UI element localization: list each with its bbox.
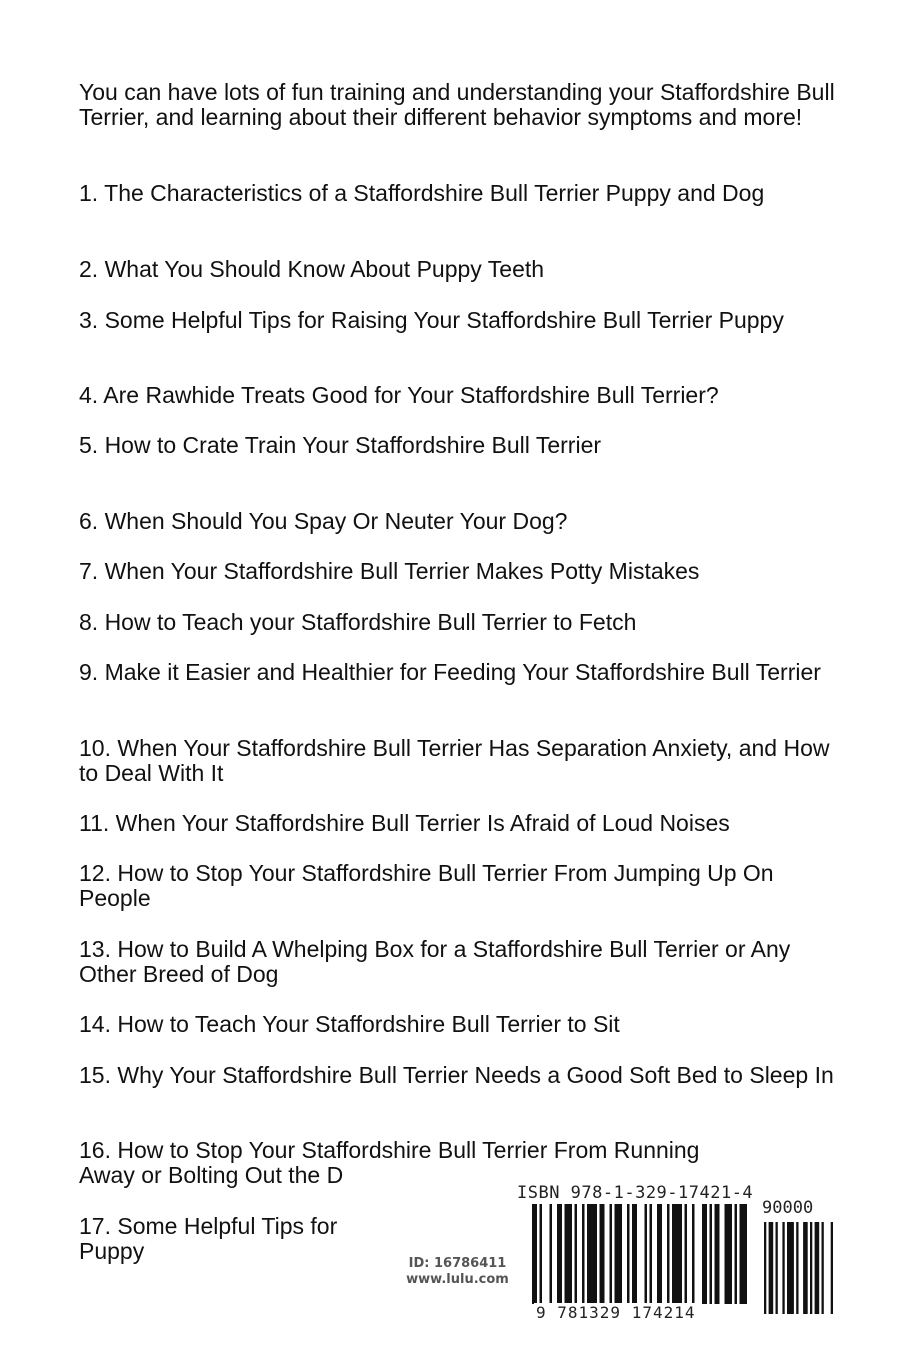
- toc-item-10: 10. When Your Staffordshire Bull Terrier Has Separation Anxiety, and How to Deal With It: [79, 735, 830, 786]
- isbn-text: ISBN 978-1-329-17421-4: [517, 1183, 754, 1203]
- barcode-bar: [615, 1204, 623, 1304]
- barcode-bar: [632, 1204, 637, 1304]
- toc-item-11: 11. When Your Staffordshire Bull Terrier Is Afraid of Loud Noises: [79, 810, 730, 836]
- addon-bar: [787, 1222, 794, 1314]
- toc-item-8: 8. How to Teach your Staffordshire Bull Terrier to Fetch: [79, 609, 637, 635]
- toc-item-16: 16. How to Stop Your Staffordshire Bull Terrier From Running: [79, 1137, 700, 1163]
- addon-bar: [822, 1222, 824, 1314]
- barcode-bar: [702, 1204, 707, 1304]
- toc-item-17-cont: Puppy: [79, 1238, 145, 1264]
- toc-item-1: 1. The Characteristics of a Staffordshire Bull Terrier Puppy and Dog: [79, 180, 765, 206]
- addon-bar: [831, 1222, 833, 1314]
- barcode-bar: [575, 1204, 578, 1304]
- toc-item-17: 17. Some Helpful Tips for: [79, 1213, 338, 1239]
- barcode-bar: [672, 1204, 682, 1304]
- barcode-bar: [582, 1204, 585, 1304]
- barcode-bar: [645, 1204, 648, 1304]
- toc-item-14: 14. How to Teach Your Staffordshire Bull Terrier to Sit: [79, 1011, 620, 1037]
- addon-bar: [810, 1222, 812, 1314]
- barcode-digits: 9 781329 174214: [536, 1303, 696, 1322]
- addon-bar: [776, 1222, 778, 1314]
- toc-item-4: 4. Are Rawhide Treats Good for Your Staffordshire Bull Terrier?: [79, 382, 719, 408]
- isbn-barcode: [512, 1180, 842, 1330]
- toc-item-7: 7. When Your Staffordshire Bull Terrier Makes Potty Mistakes: [79, 558, 700, 584]
- barcode-bar: [650, 1204, 653, 1304]
- barcode-bar: [725, 1204, 733, 1304]
- toc-item-12: 12. How to Stop Your Staffordshire Bull Terrier From Jumping Up On People: [79, 860, 774, 911]
- toc-item-13: 13. How to Build A Whelping Box for a Staffordshire Bull Terrier or Any Other Breed of Dog: [79, 936, 791, 987]
- barcode-bar: [587, 1204, 597, 1304]
- barcode-bars: [532, 1204, 842, 1314]
- toc-item-6: 6. When Should You Spay Or Neuter Your Dog?: [79, 508, 568, 534]
- barcode-bar: [600, 1204, 605, 1304]
- barcode-bar: [740, 1204, 748, 1304]
- barcode-bar: [532, 1204, 537, 1304]
- toc-item-3: 3. Some Helpful Tips for Raising Your Staffordshire Bull Terrier Puppy: [79, 307, 784, 333]
- barcode-bar: [565, 1204, 573, 1304]
- barcode-bar: [692, 1204, 695, 1304]
- publisher-stamp: [395, 1256, 520, 1288]
- intro-paragraph: You can have lots of fun training and understanding your Staffordshire Bull Terrier, and learning about their different behavior symptoms and more!: [79, 79, 835, 130]
- addon-bar: [764, 1222, 766, 1314]
- toc-item-15: 15. Why Your Staffordshire Bull Terrier Needs a Good Soft Bed to Sleep In: [79, 1062, 834, 1088]
- toc-item-2: 2. What You Should Know About Puppy Teeth: [79, 256, 545, 282]
- barcode-bar: [657, 1204, 662, 1304]
- barcode-bar: [610, 1204, 613, 1304]
- toc-item-16-cont: Away or Bolting Out the D: [79, 1162, 344, 1188]
- publisher-url: www.lulu.com: [406, 1272, 509, 1287]
- price-code: 90000: [762, 1198, 814, 1218]
- addon-bar: [796, 1222, 798, 1314]
- toc-item-5: 5. How to Crate Train Your Staffordshire Bull Terrier: [79, 432, 602, 458]
- addon-bar: [815, 1222, 820, 1314]
- barcode-bar: [735, 1204, 738, 1304]
- barcode-bar: [550, 1204, 553, 1304]
- barcode-bar: [557, 1204, 562, 1304]
- publisher-id: ID: 16786411: [408, 1256, 507, 1271]
- barcode-bar: [627, 1204, 630, 1304]
- barcode-bar: [540, 1204, 543, 1304]
- barcode-bar: [667, 1204, 670, 1304]
- addon-bar: [782, 1222, 784, 1314]
- toc-item-9: 9. Make it Easier and Healthier for Feeding Your Staffordshire Bull Terrier: [79, 659, 821, 685]
- barcode-bar: [715, 1204, 720, 1304]
- addon-bar: [769, 1222, 774, 1314]
- barcode-bar: [685, 1204, 688, 1304]
- addon-bar: [803, 1222, 808, 1314]
- barcode-bar: [710, 1204, 713, 1304]
